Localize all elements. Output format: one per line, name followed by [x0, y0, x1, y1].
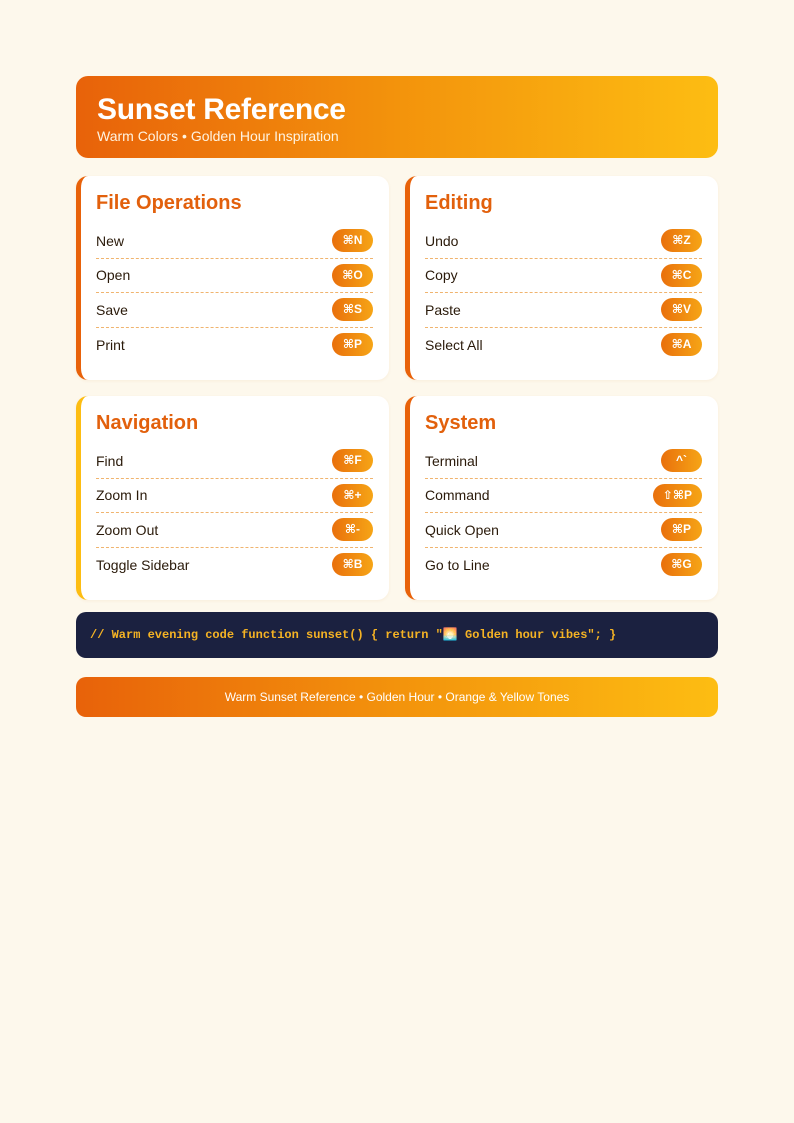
shortcut-key-badge: ⌘N	[332, 229, 373, 252]
shortcut-key-badge: ⌘S	[332, 298, 373, 321]
shortcut-row	[96, 328, 373, 363]
shortcut-label: Paste	[425, 301, 461, 318]
shortcut-label: Select All	[425, 336, 483, 353]
shortcut-label: Go to Line	[425, 556, 490, 573]
shortcut-row	[96, 548, 373, 583]
shortcut-key-badge: ⌘V	[661, 298, 702, 321]
shortcut-row	[425, 479, 702, 514]
shortcut-label: Undo	[425, 232, 459, 249]
card-editing	[405, 176, 718, 380]
shortcut-key-badge: ⌘F	[332, 449, 373, 472]
footer-banner: Warm Sunset Reference • Golden Hour • Orange & Yellow Tones	[76, 677, 718, 717]
shortcut-label: Zoom In	[96, 487, 148, 504]
shortcut-label: Quick Open	[425, 521, 499, 538]
shortcut-key-badge: ⌘A	[661, 333, 702, 356]
shortcut-row	[96, 224, 373, 259]
shortcut-row	[96, 259, 373, 294]
shortcut-label: Zoom Out	[96, 521, 159, 538]
shortcut-label: Find	[96, 452, 124, 469]
shortcut-key-badge: ⌘P	[661, 518, 702, 541]
shortcut-key-badge: ⌘Z	[661, 229, 702, 252]
shortcut-key-badge: ^`	[661, 449, 702, 472]
card-title: File Operations	[96, 192, 242, 214]
shortcut-key-badge: ⌘O	[332, 264, 373, 287]
shortcut-row	[425, 444, 702, 479]
shortcut-row	[425, 293, 702, 328]
shortcut-label: Save	[96, 301, 128, 318]
shortcut-key-badge: ⌘P	[332, 333, 373, 356]
shortcut-label: Toggle Sidebar	[96, 556, 190, 573]
shortcut-key-badge: ⌘B	[332, 553, 373, 576]
shortcut-row	[96, 293, 373, 328]
code-snippet: // Warm evening code function sunset() { return "🌅 Golden hour vibes"; }	[76, 612, 718, 658]
shortcut-label: Command	[425, 487, 490, 504]
card-title: System	[425, 412, 497, 434]
shortcut-key-badge: ⌘-	[332, 518, 373, 541]
shortcut-label: Copy	[425, 267, 458, 284]
shortcut-row	[425, 224, 702, 259]
shortcut-key-badge: ⇧⌘P	[653, 484, 702, 507]
shortcut-label: Print	[96, 336, 125, 353]
shortcut-row	[96, 513, 373, 548]
card-file-operations	[76, 176, 389, 380]
card-title: Navigation	[96, 412, 199, 434]
shortcut-row	[425, 513, 702, 548]
shortcut-key-badge: ⌘C	[661, 264, 702, 287]
shortcut-label: New	[96, 232, 125, 249]
card-title: Editing	[425, 192, 493, 214]
shortcut-label: Terminal	[425, 452, 478, 469]
shortcut-row	[96, 444, 373, 479]
shortcut-key-badge: ⌘+	[332, 484, 373, 507]
page-title: Sunset Reference	[97, 93, 346, 126]
shortcut-key-badge: ⌘G	[661, 553, 702, 576]
page-subtitle: Warm Colors • Golden Hour Inspiration	[97, 128, 339, 144]
card-system	[405, 396, 718, 600]
shortcut-row	[96, 479, 373, 514]
shortcut-row	[425, 328, 702, 363]
card-navigation	[76, 396, 389, 600]
shortcut-row	[425, 548, 702, 583]
header-banner	[76, 76, 718, 158]
shortcut-label: Open	[96, 267, 131, 284]
shortcut-row	[425, 259, 702, 294]
